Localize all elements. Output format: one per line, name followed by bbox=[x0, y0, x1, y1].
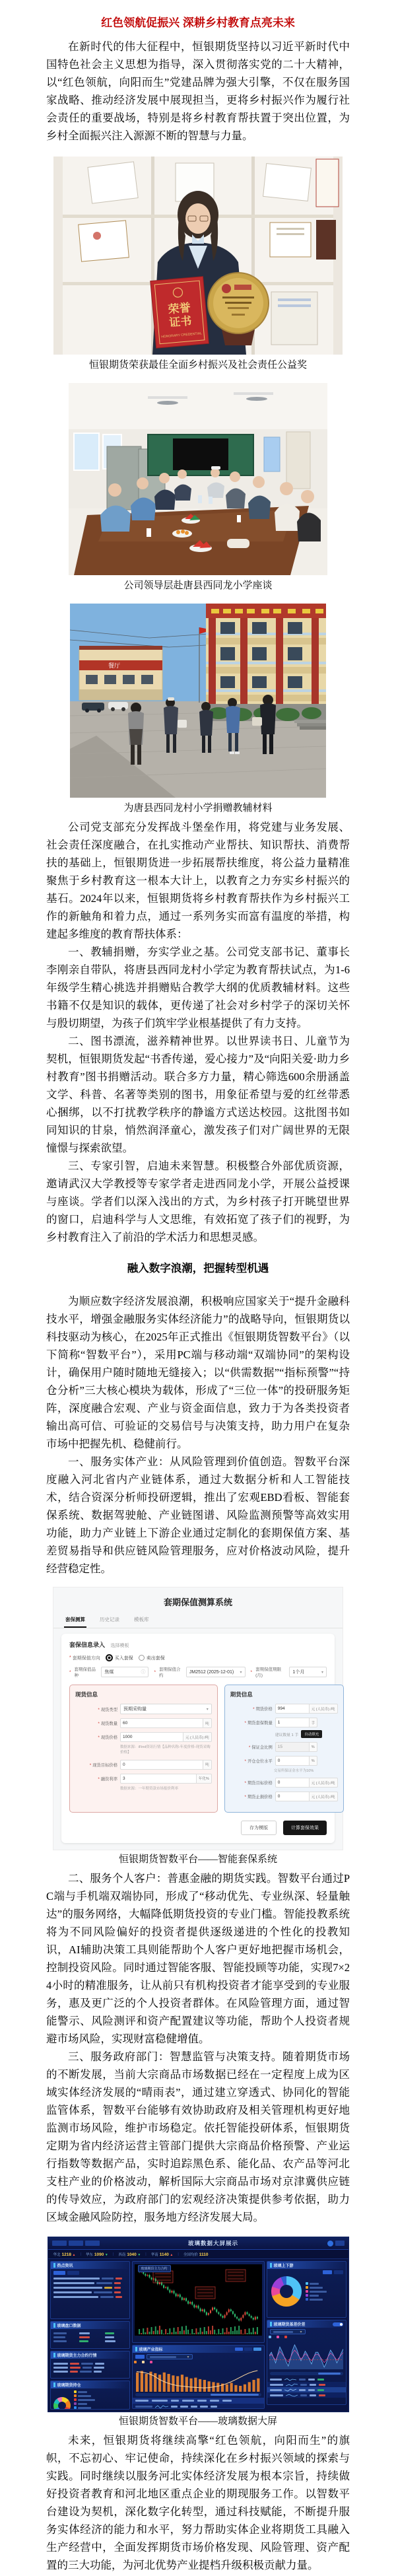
svg-text:HONORARY CREDENTIAL: HONORARY CREDENTIAL bbox=[161, 331, 203, 339]
basis-table-row[interactable] bbox=[267, 2382, 346, 2387]
photo-school-meeting bbox=[69, 383, 327, 575]
spot-qty-input[interactable] bbox=[120, 1718, 203, 1728]
indicator-range-button[interactable] bbox=[253, 2348, 261, 2351]
indicator-range-button[interactable] bbox=[244, 2348, 252, 2351]
radio-buy-hedge[interactable]: 买入套保 bbox=[106, 1654, 133, 1661]
chevron-down-icon: ▾ bbox=[300, 2330, 302, 2334]
news-tab[interactable] bbox=[67, 2271, 79, 2275]
chart-scrollbar[interactable] bbox=[135, 2393, 261, 2396]
tab-history[interactable]: 历史记录 bbox=[100, 1617, 119, 1622]
direction-row: * 套期保值方向 买入套保 卖出套保 bbox=[69, 1655, 165, 1661]
updown-legend bbox=[306, 2282, 327, 2301]
kline-contract-chip[interactable]: 玻璃期货主力合约 bbox=[138, 2265, 171, 2272]
point1-paragraph: 一、教辅捐赠，夯实学业之基。公司党支部书记、董事长李刚亲自带队，将唐县西同龙村小学定为教育帮扶试点，为1-6年级学生精心挑选并捐赠贴合教学大纲的优质教辅材料。这些书籍不仅是知识的载体，更传递了社会对乡村学子的深切关怀与殷切期望，为孩子们筑牢学业根基提供了有力支持。 bbox=[46, 946, 350, 1029]
stop-loss-input[interactable] bbox=[275, 1792, 310, 1801]
margin-ratio-input[interactable] bbox=[275, 1742, 310, 1752]
calculate-button[interactable]: 计算套保效果 bbox=[283, 1821, 327, 1835]
indicator-filter[interactable] bbox=[135, 2355, 145, 2359]
updown-panel: 玻璃上下游 bbox=[267, 2261, 346, 2318]
spot-info-panel: 现货信息 * 现货类型 预期采购量 ▾ * 现货数量 60 吨 * 现货价格 1000 元 (人民币) /吨 数据来源：iFind资讯行情【品种名称-年度价格-现货采购价格】 * 现货目标价格 0 吨 * 融资利率 3 年化% 数据来源：一年期贷款市场报价利率 bbox=[69, 1685, 218, 1813]
period-select[interactable]: 1个月 ▾ bbox=[289, 1667, 327, 1677]
hedge-form-card bbox=[61, 1634, 335, 1843]
chart-scrollbar[interactable] bbox=[270, 2372, 343, 2375]
photo-caption-donation: 为唐县西同龙村小学捐赠教辅材料 bbox=[123, 803, 273, 814]
form-caption: 恒银期货智数平台——智能套保系统 bbox=[118, 1854, 277, 1865]
basis-table-row[interactable] bbox=[267, 2377, 346, 2382]
futures-qty-input[interactable] bbox=[275, 1718, 310, 1727]
basis-toggle[interactable] bbox=[333, 2322, 343, 2326]
basis-select[interactable] bbox=[270, 2329, 306, 2334]
red-certificate bbox=[150, 277, 209, 349]
indicator-panel: 玻璃产业指标 ▾ bbox=[132, 2345, 265, 2409]
section-heading: 融入数字浪潮，把握转型机遇 bbox=[127, 1263, 269, 1274]
indicator-table-row[interactable] bbox=[133, 2404, 264, 2409]
personal-paragraph: 二、服务个人客户：普惠金融的期货实践。智数平台通过PC端与手机端双端协同，形成了“移动优先、专业纵深、轻量触达”的服务网络，大幅降低期货投资的专业门槛。智能投教系统将为不同风险偏好的投资者提供逐级递进的个性化的投教知识，AI辅助决策工具则能帮助个人客户更好地把握市场机会，控制投资风险。同时通过智能客服、智能投顾等功能，实现7×24小时的精准服务，让从前只有机构投资者才能享受到的专业服务，惠及更广泛的个人投资者群体。在风险管理方面，通过智能警示、风险测评和资产配置建议等功能，帮助个人投资者规避市场风险，实现财富稳健增值。 bbox=[46, 1872, 350, 2046]
spot-target-input[interactable] bbox=[120, 1760, 203, 1770]
wall-poster bbox=[264, 437, 280, 471]
intro-paragraph: 在新时代的伟大征程中，恒银期货坚持以习近平新时代中国特色社会主义思想为指导，深入贯彻落实党的二十大精神，以“红色领航，向阳而生”党建品牌为强大引擎，不仅在服务国家战略、推动经济发展中展现担当，更将乡村振兴作为履行社会责任的重要战场，特别是将乡村教育帮扶置于突出位置，为乡村全面振兴注入源源不断的智慧与力量。 bbox=[46, 40, 350, 142]
spot-type-select[interactable]: 预期采购量 ▾ bbox=[120, 1704, 212, 1714]
point2-paragraph: 二、图书漂流，滋养精神世界。以世界读书日、儿童节为契机，恒银期货发起“书香传递，爱心接力”及“向阳关爱·助力乡村教育”图书捐赠活动。联合多方力量，精心筛选600余册涵盖文学、科普、名著等类别的图书，用象征希望与爱的红丝带悉心捆绑，以不打扰教学秩序的静谧方式送达校园。这批图书如同知识的甘泉，悄然润泽童心，激发孩子们对广阔世界的无限憧憬与探索欲望。 bbox=[46, 1035, 350, 1154]
orderbook-panel: 玻璃盘口数据 bbox=[50, 2321, 130, 2349]
ticker-item: 西南 1040 ▼ bbox=[118, 2252, 141, 2257]
chevron-down-icon: ▾ bbox=[240, 1670, 242, 1675]
indicator-table-header bbox=[133, 2398, 264, 2404]
select-template-link[interactable]: 选择模板 bbox=[110, 1644, 129, 1648]
hedge-form-tabs bbox=[53, 1613, 343, 1628]
chevron-down-icon: ▾ bbox=[187, 2355, 189, 2359]
financing-rate-input[interactable] bbox=[120, 1774, 197, 1784]
price-ticker: 华北 1218 ▲ | 华东 1090 ▼ | 西南 1040 ▼ | 华南 1140 ▲ | 全国均价 1110 bbox=[48, 2250, 348, 2259]
radio-selected-icon bbox=[106, 1654, 113, 1661]
period-label: 套期保值期限(月) bbox=[255, 1667, 282, 1678]
basis-table-row-selected[interactable] bbox=[267, 2387, 346, 2392]
digital-paragraph: 为顺应数字经济发展浪潮，积极响应国家关于“提升金融科技水平，增强金融服务实体经济能力”的战略导向，恒银期货以科技驱动为核心，在2025年正式推出《恒银期货智数平台》（以下简称“智数平台”），采用PC端与移动端“双端协同”的架构设计，确保用户随时随地无缝接入；以“供需数据”“指标预警”“持仓分析”三大核心模块为载体，形成了“三位一体”的投研服务矩阵，深度融合宏观、产业与资金面信息，致力于为各类投资者输出高可信、可验证的交易信号与决策支持，助力用户在复杂市场中把握先机、稳健前行。 bbox=[46, 1295, 350, 1450]
futures-price-input[interactable] bbox=[275, 1704, 310, 1714]
news-panel: 热点资讯 bbox=[50, 2261, 130, 2319]
positions-donut-chart bbox=[53, 2397, 71, 2410]
spot-price-input[interactable] bbox=[120, 1732, 183, 1742]
figure-award bbox=[0, 157, 396, 371]
photo-award-ceremony bbox=[53, 157, 343, 355]
dashboard-nav-item[interactable] bbox=[69, 2241, 83, 2246]
spot-panel-title: 现货信息 bbox=[75, 1691, 98, 1698]
figure-meeting bbox=[0, 383, 396, 592]
hedge-form-title: 套期保值测算系统 bbox=[163, 1597, 232, 1607]
indicator-bar-chart bbox=[135, 2365, 261, 2392]
government-paragraph: 三、服务政府部门：智慧监管与决策支持。随着期货市场的不断发展，当前大宗商品市场数据已经在一定程度上成为区域实体经济发展的“晴雨表”，通过建立穿透式、协同化的智能监管体系，智数平台能够有效协助政府及相关管理机构更好地监测市场风险，维护市场稳定。依托智能投研体系，恒银期货定期为省内经济运营主管部门提供大宗商品价格预警、产业运行指数等数据产品，实时追踪黑色系、能化品、农产品等河北支柱产业的价格波动，解析国际大宗商品市场对京津冀供应链的传导效应，为政府部门的宏观经济决策提供参考依据，助力区域金融风险防控，服务地方经济发展大局。 bbox=[46, 2050, 350, 2224]
news-tab[interactable] bbox=[53, 2271, 65, 2275]
auto-fill-button[interactable]: 自动填充 bbox=[301, 1730, 322, 1738]
svg-text:餐厅: 餐厅 bbox=[108, 662, 121, 669]
form-section-title: 套保信息录入 选择模板 bbox=[69, 1642, 129, 1648]
variety-label: 套期保值品种 bbox=[74, 1667, 96, 1678]
article-title: 红色领航促振兴 深耕乡村教育点亮未来 bbox=[101, 17, 295, 29]
position-level-input[interactable] bbox=[275, 1756, 310, 1766]
margin-level-note: 交易所保证金水平为10% bbox=[273, 1769, 314, 1773]
main-contract-panel: 玻璃期货主力合约行情 bbox=[50, 2351, 130, 2379]
photo-schoolyard bbox=[70, 604, 326, 798]
futures-target-input[interactable] bbox=[275, 1778, 310, 1788]
ticker-item: 华东 1090 ▼ bbox=[85, 2252, 108, 2257]
radio-unselected-icon bbox=[139, 1655, 145, 1661]
photo-caption-award: 恒银期货荣获最佳全面乡村振兴及社会责任公益奖 bbox=[88, 360, 307, 370]
updown-donut-chart bbox=[271, 2276, 302, 2307]
basis-area-chart bbox=[269, 2340, 343, 2371]
dashboard-title: 玻璃数据大屏展示 bbox=[187, 2240, 238, 2247]
dashboard-nav-item[interactable] bbox=[85, 2241, 100, 2246]
contract-label: 套期保值合约 bbox=[159, 1667, 181, 1678]
dashboard-header bbox=[48, 2237, 348, 2250]
user-avatar-icon[interactable] bbox=[327, 2241, 333, 2246]
contract-row: * 套期保值品种 焦煤 ⓘ * 套期保值合约 JM2512 (2025-12-01) ▾ * 套期保值期限(月) 1个月 ▾ bbox=[69, 1666, 327, 1678]
party-paragraph: 公司党支部充分发挥战斗堡垒作用，将党建与业务发展、社会责任深度融合，在扎实推动产业帮扶、知识帮扶、消费帮扶的基础上，恒银期货进一步拓展帮扶维度，将公益力量精准聚焦于乡村教育这一根本大计上，以教育之力夯实乡村振兴的基石。2024年以来，恒银期货将乡村教育帮扶作为乡村振兴工作的新触角和着力点，通过一系列务实而富有温度的举措，构建起多维度的教育帮扶体系： bbox=[46, 821, 350, 940]
figure-donation bbox=[0, 604, 396, 814]
indicator-range-button[interactable] bbox=[235, 2348, 243, 2351]
tab-hedge-calc[interactable]: 套保测算 bbox=[64, 1613, 86, 1628]
tv-screen bbox=[173, 438, 228, 470]
glass-dashboard-screenshot bbox=[48, 2237, 349, 2412]
dashboard-caption: 恒银期货智数平台——玻璃数据大屏 bbox=[118, 2416, 277, 2427]
dashboard-menu-icon[interactable] bbox=[335, 2241, 345, 2246]
contract-select[interactable]: JM2512 (2025-12-01) ▾ bbox=[186, 1667, 246, 1677]
radio-sell-hedge[interactable]: 卖出套保 bbox=[139, 1655, 165, 1661]
chevron-down-icon: ▾ bbox=[206, 1707, 209, 1712]
updown-toggle-down[interactable] bbox=[334, 2270, 343, 2274]
kline-panel bbox=[132, 2261, 265, 2343]
financing-rate-note: 数据来源：一年期贷款市场报价利率 bbox=[120, 1786, 179, 1791]
futures-info-panel: 期货信息 * 期货价格 994 元 (人民币) /吨 * 期货套保数量 1 手 建议数量 1 手 自动填充 * 保证金比例 15 % * 开仓仓位水平 0 % 交易所保证金水平为10% * 期货目标价格 0 元 (人民币) /吨 * 期货止损价格 0 元 (人民币) /吨 bbox=[224, 1685, 344, 1813]
tab-template-lib[interactable]: 模板库 bbox=[134, 1617, 149, 1622]
donation-bag bbox=[178, 720, 187, 728]
info-icon: ⓘ bbox=[141, 1670, 146, 1675]
photo-caption-meeting: 公司领导层赴唐县西同龙小学座谈 bbox=[123, 580, 273, 591]
chevron-down-icon: ▾ bbox=[321, 1670, 323, 1675]
basis-panel: 玻璃期货基差价差 ▾ bbox=[267, 2320, 346, 2405]
industry-paragraph: 一、服务实体产业：从风险管理到价值创造。智数平台深度融入河北省内产业链体系，通过大数据分析和人工智能技术，结合资深分析师投研逻辑，推出了宏观EBD看板、智能套保系统、数据驾驶舱、产业链图谱、风险监测预警等高效实用功能，助力产业链上下游企业通过定制化的套期保值方案、基差贸易指导和供应链风险管理服务，应对价格波动风险，提升经营稳定性。 bbox=[46, 1455, 350, 1575]
variety-input[interactable]: 焦煤 ⓘ bbox=[101, 1667, 148, 1677]
closing-paragraph: 未来，恒银期货将继续高擎“红色领航，向阳而生”的旗帜，不忘初心、牢记使命，持续深化在乡村振兴领域的探索与实践。同时继续以服务河北实体经济发展为根本宗旨，持续做好投资者教育和河北地区重点企业的期现服务工作。以智数平台建设为契机，深化数字化转型，通过科技赋能，不断提升服务实体经济的能力和水平，努力帮助实体企业将期货工具融入生产经营中，全面发挥期货市场价格发现、风险管理、资产配置的三大功能，为河北优势产业提档升级积极贡献力量。 bbox=[46, 2434, 350, 2572]
ticker-item: 华南 1140 ▲ bbox=[150, 2252, 174, 2257]
donation-bag bbox=[252, 717, 262, 726]
svg-text:证书: 证书 bbox=[168, 314, 193, 330]
ticker-item: 华北 1218 ▲ bbox=[53, 2252, 76, 2257]
futures-panel-title: 期货信息 bbox=[230, 1691, 253, 1698]
svg-text:荣誉: 荣誉 bbox=[167, 301, 191, 316]
spot-price-note: 数据来源：iFind资讯行情【品种名称-年度价格-现货采购价格】 bbox=[120, 1745, 211, 1755]
suggest-qty-note: 建议数量 1 手 bbox=[275, 1733, 299, 1737]
positions-panel: 玻璃期货持仓 bbox=[50, 2381, 130, 2410]
ticker-item: 全国均价 1110 bbox=[183, 2252, 209, 2257]
canteen-building bbox=[79, 646, 162, 700]
direction-label: 套期保值方向 bbox=[72, 1655, 100, 1661]
dashboard-nav-item[interactable] bbox=[52, 2241, 67, 2246]
basis-table-row[interactable] bbox=[267, 2392, 346, 2398]
candlestick-chart bbox=[135, 2264, 262, 2336]
save-template-button[interactable]: 存为模版 bbox=[241, 1821, 277, 1835]
hedging-system-screenshot bbox=[53, 1587, 343, 1850]
positions-legend bbox=[74, 2390, 95, 2410]
updown-toggle-up[interactable] bbox=[323, 2270, 332, 2274]
point3-paragraph: 三、专家引智，启迪未来智慧。积极整合外部优质资源，邀请武汉大学教授等专家学者走进西同龙小学，开展公益授课与座谈。学者们以深入浅出的方式，为乡村孩子打开眺望世界的窗口，启迪科学与人文思维，有效拓宽了孩子们的视野，为乡村教育注入了前沿的学术活力和思想灵感。 bbox=[46, 1160, 350, 1243]
indicator-select[interactable] bbox=[147, 2354, 193, 2359]
